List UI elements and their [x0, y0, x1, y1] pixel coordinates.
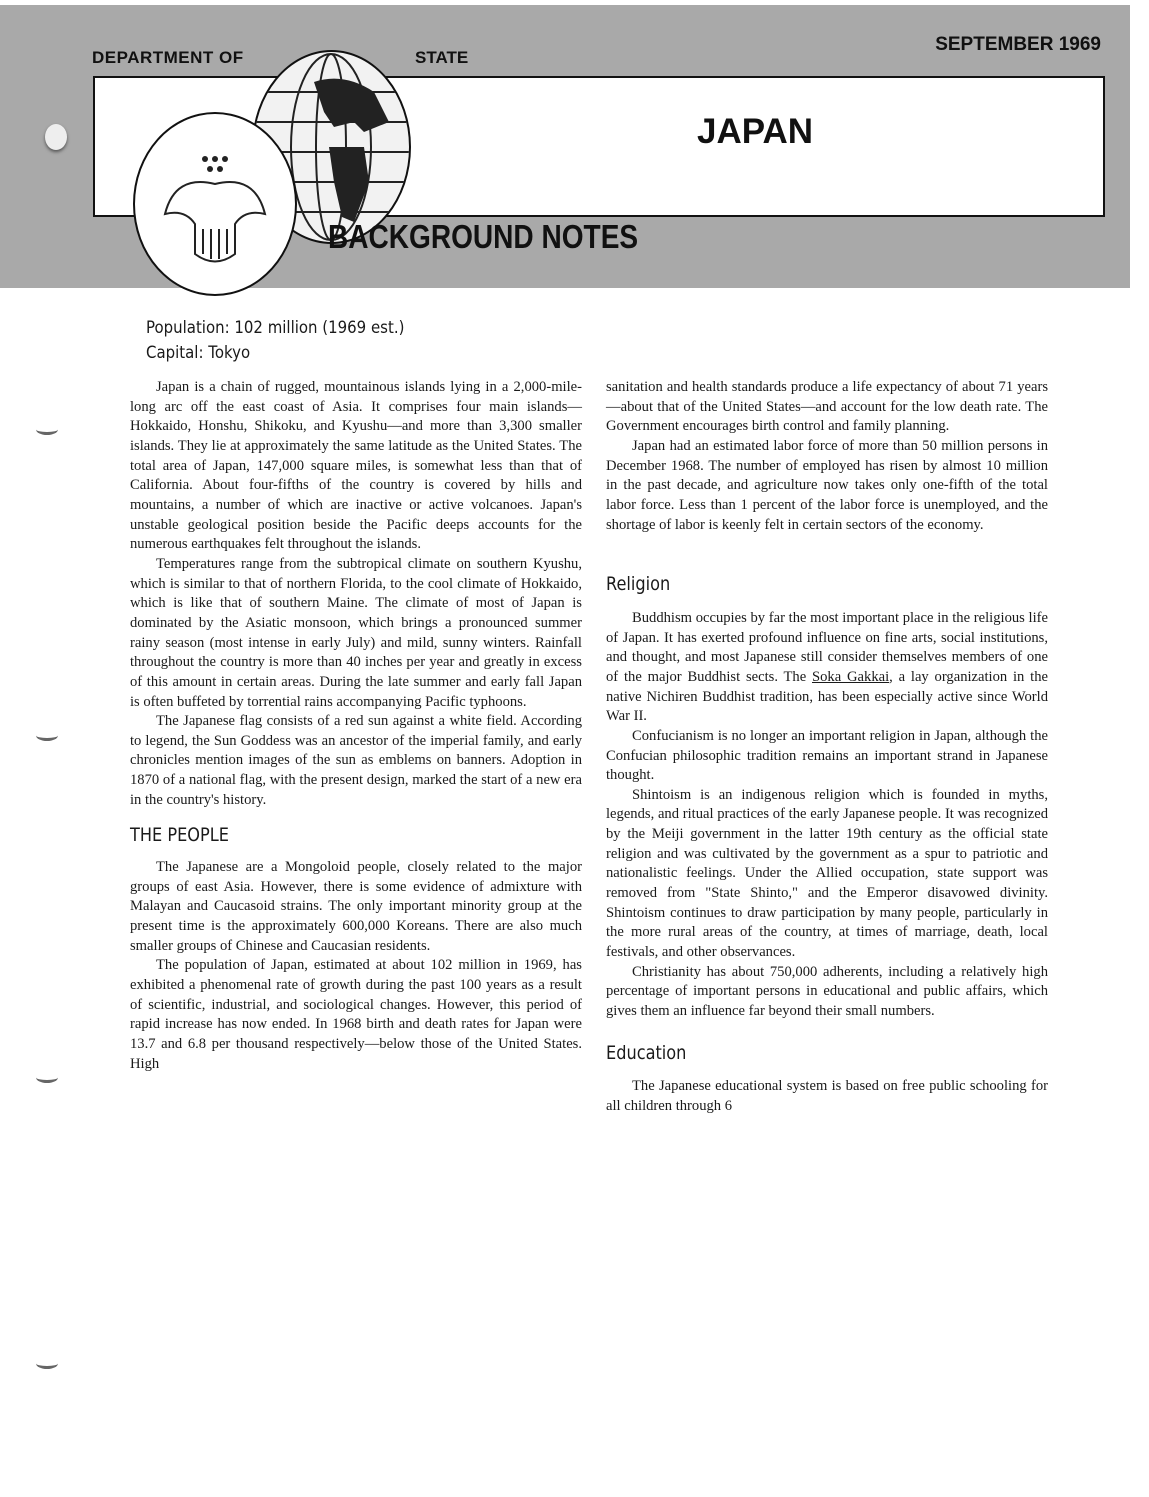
text: Buddhism occupies by far the most important place in the religious life of Japan. It has exerted profound influence on fine arts, social institutions, and thought, and most Japanese still consider themselves members of one of the major Buddhist sects. The [606, 609, 1048, 685]
population-fact: Population: 102 million (1969 est.) [146, 318, 405, 338]
punch-mark [36, 1072, 58, 1083]
paragraph: sanitation and health standards produce a life expectancy of about 71 years—about that of the United States—and account for the low death rate. The Government encourages birth control and family planning. [606, 379, 1048, 435]
key-facts [146, 316, 404, 366]
binder-hole [45, 124, 67, 150]
capital-fact: Capital: Tokyo [146, 343, 251, 363]
section-heading-education: Education [606, 1041, 687, 1064]
punch-mark [36, 1358, 58, 1369]
punch-mark [36, 730, 58, 741]
section-heading-people: THE PEOPLE [130, 824, 229, 847]
country-title: JAPAN [697, 112, 814, 151]
department-label-state: STATE [415, 48, 469, 67]
right-column [606, 378, 1048, 1117]
state-department-seal-icon [133, 112, 297, 296]
paragraph: Japan had an estimated labor force of more than 50 million persons in December 1968. The number of employed has risen by almost 10 million in the past decade, and agriculture now takes only one-fifth of the total labor force. Less than 1 percent of the labor force is unemployed, and the shortage of labor is keenly felt in certain sectors of the economy. [606, 437, 1048, 533]
paragraph: Temperatures range from the subtropical climate on southern Kyushu, which is similar to that of northern Florida, to the cool climate of Hokkaido, which is like that of southern Maine. The climate of most of Japan is dominated by the Asiatic monsoon, which brings a pronounced summer rainy season (most intense in early July) and mild, sunny winters. Rainfall throughout the country is more than 40 inches per year and greatly in excess of this amount in certain areas. During the late summer and early fall Japan is often buffeted by torrential rains accompanying Pacific typhoons. [130, 555, 582, 710]
left-column [130, 378, 582, 1074]
series-title: BACKGROUND NOTES [328, 218, 639, 255]
paragraph: The Japanese educational system is based on free public schooling for all children through 6 [606, 1078, 1048, 1114]
paragraph: The population of Japan, estimated at about 102 million in 1969, has exhibited a phenomenal rate of growth during the past 100 years as a result of scientific, industrial, and sociological changes. However, this period of rapid increase has now ended. In 1968 birth and death rates for Japan were 13.7 and 6.8 per thousand respectively—below those of the United States. High [130, 957, 582, 1072]
paragraph: Shintoism is an indigenous religion which is founded in myths, legends, and ritual practices of the early Japanese people. It was recognized by the Meiji government in the latter 19th century as the official state religion and was cultivated by the government as a spur to patriotic and nationalistic feelings. Under the Allied occupation, state support was removed from "State Shinto," and the Emperor disavowed divinity. Shintoism continues to draw participation by many people, particularly in the more rural areas of the country, at times of marriage, death, local festivals, and other observances. [606, 786, 1048, 961]
section-heading-religion: Religion [606, 573, 671, 596]
soka-gakkai-term: Soka Gakkai [812, 668, 890, 685]
paragraph: Japan is a chain of rugged, mountainous islands lying in a 2,000-mile-long arc off the east coast of Asia. It comprises four main islands—Hokkaido, Honshu, Shikoku, and Kyushu—and more than 3,300 smaller islands. They lie at approximately the same latitude as the United States. The total area of Japan, 147,000 square miles, is somewhat less than that of California. About four-fifths of the country is covered by hills and mountains, a number of which are inactive or active volcanoes. Japan's unstable geological position beside the Pacific deeps accounts for the numerous earthquakes felt throughout the islands. [130, 379, 582, 553]
department-label: DEPARTMENT OF [92, 48, 244, 67]
punch-mark [36, 424, 58, 435]
paragraph: Christianity has about 750,000 adherents, including a relatively high percentage of important persons in educational and public affairs, which gives them an influence far beyond their small numbers. [606, 963, 1048, 1020]
paragraph [606, 609, 1048, 727]
paragraph: The Japanese are a Mongoloid people, closely related to the major groups of east Asia. However, there is some evidence of admixture with Malayan and Caucasoid strains. The only important minority group at the present time is the approximately 600,000 Koreans. There are also much smaller groups of Chinese and Caucasian residents. [130, 859, 582, 954]
issue-date: SEPTEMBER 1969 [935, 34, 1101, 55]
paragraph: Confucianism is no longer an important religion in Japan, although the Confucian philosophic tradition remains an important strand in Japanese thought. [606, 727, 1048, 784]
text: , a lay organization in the native Nichiren Buddhist tradition, has been especially active since World War II. [606, 668, 1048, 725]
paragraph: The Japanese flag consists of a red sun against a white field. According to legend, the Sun Goddess was an ancestor of the imperial family, and early chronicles mention images of the sun as emblems on banners. Adoption in 1870 of a national flag, with the present design, marked the start of a new era in the country's history. [130, 713, 582, 808]
